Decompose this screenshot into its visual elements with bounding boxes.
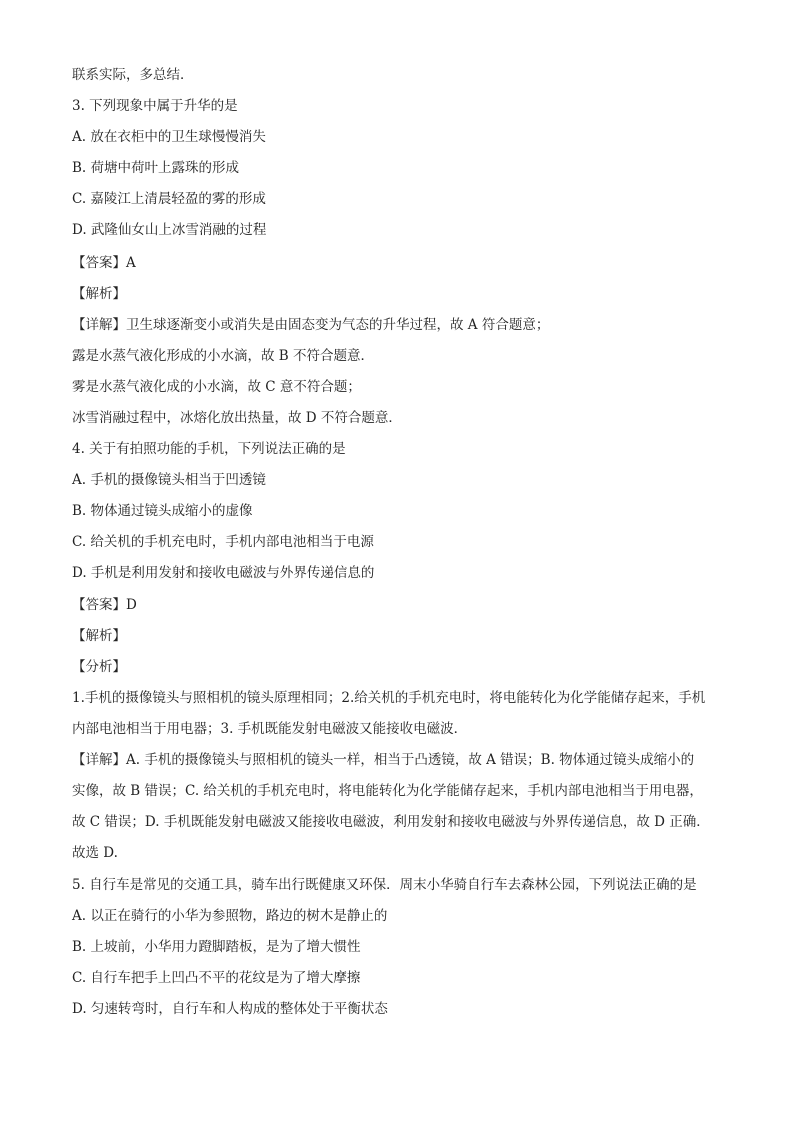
detail-text: 【详解】卫生球逐渐变小或消失是由固态变为气态的升华过程，故 A 符合题意； — [72, 317, 550, 333]
question-4-option-b: B. 物体通过镜头成缩小的虚像 — [72, 503, 253, 519]
detail-text: 露是水蒸气液化形成的小水滴，故 B 不符合题意． — [72, 348, 375, 364]
analysis-label: 【解析】 — [72, 628, 126, 644]
question-5-option-d: D. 匀速转弯时，自行车和人构成的整体处于平衡状态 — [72, 1001, 388, 1017]
question-5-option-c: C. 自行车把手上凹凸不平的花纹是为了增大摩擦 — [72, 970, 361, 986]
question-3-stem: 3. 下列现象中属于升华的是 — [72, 98, 238, 114]
detail-text: 雾是水蒸气液化成的小水滴，故 C 意不符合题； — [72, 379, 361, 395]
analysis-label: 【分析】 — [72, 659, 126, 675]
detail-text: 【详解】A. 手机的摄像镜头与照相机的镜头一样，相当于凸透镜，故 A 错误；B. 物体通过镜头成缩小的 — [72, 752, 695, 768]
question-3-option-b: B. 荷塘中荷叶上露珠的形成 — [72, 160, 240, 176]
question-4-stem: 4. 关于有拍照功能的手机，下列说法正确的是 — [72, 441, 346, 457]
detail-text: 故 C 错误；D. 手机既能发射电磁波又能接收电磁波，利用发射和接收电磁波与外界传递信息，故 D 正确． — [72, 814, 710, 830]
question-3-option-c: C. 嘉陵江上清晨轻盈的雾的形成 — [72, 191, 266, 207]
question-5-option-a: A. 以正在骑行的小华为参照物，路边的树木是静止的 — [72, 908, 388, 924]
analysis-label: 【解析】 — [72, 286, 126, 302]
question-4-option-a: A. 手机的摄像镜头相当于凹透镜 — [72, 472, 266, 488]
question-5-stem: 5. 自行车是常见的交通工具，骑车出行既健康又环保．周末小华骑自行车去森林公园，下列说法正确的是 — [72, 877, 697, 893]
question-5-option-b: B. 上坡前，小华用力蹬脚踏板，是为了增大惯性 — [72, 939, 361, 955]
detail-text: 故选 D. — [72, 845, 118, 861]
text-line: 联系实际，多总结． — [72, 67, 194, 83]
question-3-option-a: A. 放在衣柜中的卫生球慢慢消失 — [72, 129, 266, 145]
question-3-option-d: D. 武隆仙女山上冰雪消融的过程 — [72, 222, 267, 238]
answer-label: 【答案】A — [72, 255, 136, 271]
question-4-option-c: C. 给关机的手机充电时，手机内部电池相当于电源 — [72, 534, 374, 550]
answer-label: 【答案】D — [72, 597, 137, 613]
detail-text: 冰雪消融过程中，冰熔化放出热量，故 D 不符合题意． — [72, 410, 402, 426]
analysis-text: 1.手机的摄像镜头与照相机的镜头原理相同；2.给关机的手机充电时，将电能转化为化学能储存起来，手机 — [72, 690, 706, 706]
question-4-option-d: D. 手机是利用发射和接收电磁波与外界传递信息的 — [72, 565, 375, 581]
detail-text: 实像，故 B 错误；C. 给关机的手机充电时，将电能转化为化学能储存起来，手机内部电池相当于用电器， — [72, 783, 703, 799]
analysis-text: 内部电池相当于用电器；3. 手机既能发射电磁波又能接收电磁波． — [72, 721, 468, 737]
